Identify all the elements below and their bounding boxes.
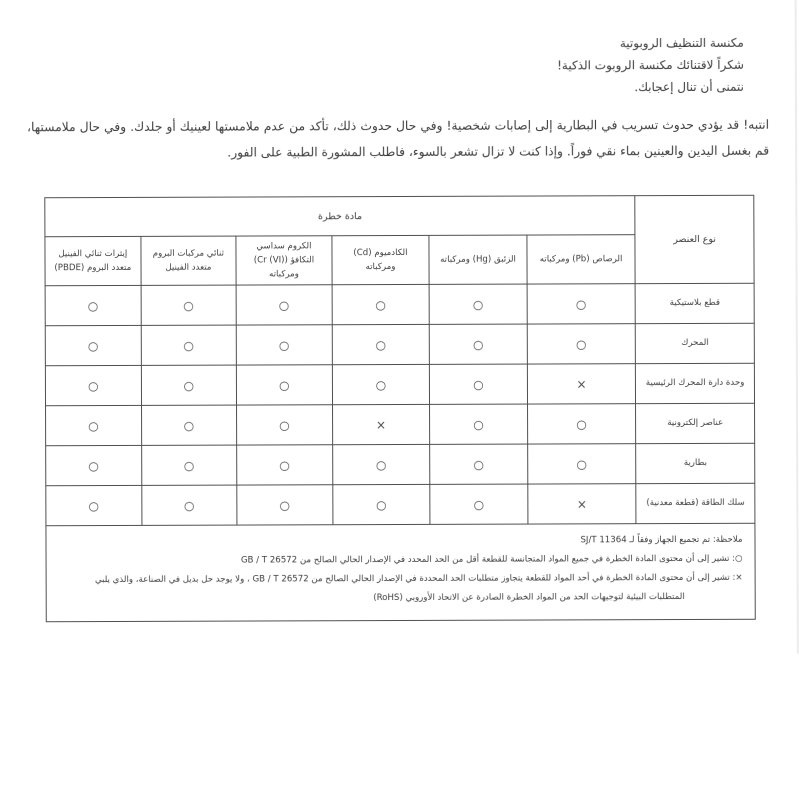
scan-edge-artifact <box>795 0 799 654</box>
mark-cell: ○ <box>141 365 237 405</box>
note-cross-meaning-continued: المتطلبات البيئية لتوجيهات الحد من المواد الخطرة الصادرة عن الاتحاد الأوروبي (RoHS) <box>373 592 685 604</box>
mark-cell: ○ <box>430 484 528 524</box>
note-circle-meaning: ○: تشير إلى أن محتوى المادة الخطرة في جميع المواد المتجانسة للقطعة أقل من الحد المحدد في الإصدار الحالي الصالح من GB / T 26572 <box>240 553 743 566</box>
mark-cell: ○ <box>527 324 636 364</box>
battery-warning-block <box>27 112 769 167</box>
mark-cell: ○ <box>237 485 333 525</box>
column-header-hexavalent-chromium: الكروم سداسي التكافؤ (Cr (VI)) ومركباته <box>236 236 332 285</box>
mark-cell: ○ <box>46 485 142 525</box>
table-notes-row <box>46 523 755 621</box>
table-row-battery <box>46 443 755 485</box>
mark-cell: ○ <box>46 445 142 485</box>
mark-cell: ○ <box>236 285 332 325</box>
mark-cell: ○ <box>332 324 430 364</box>
mark-cell: ○ <box>332 284 430 324</box>
mark-cell: ○ <box>430 444 528 484</box>
component-label: قطع بلاستيكية <box>635 283 754 323</box>
mark-cell: ○ <box>527 444 636 484</box>
note-assembly-standard: ملاحظة: تم تجميع الجهاز وفقاً لـ SJ/T 11364 <box>580 534 743 546</box>
thanks-line: شكراً لاقتنائك مكنسة الروبوت الذكية! <box>557 57 744 73</box>
component-label: وحدة دارة المحرك الرئيسية <box>636 363 755 403</box>
component-type-header: نوع العنصر <box>635 195 754 283</box>
mark-cell: ○ <box>46 405 142 445</box>
notes-cell <box>46 523 755 621</box>
intro-block <box>557 32 744 99</box>
column-header-cadmium: الكادميوم (Cd) ومركباته <box>332 235 430 284</box>
mark-cell: ○ <box>141 445 237 485</box>
mark-cell: ○ <box>430 404 528 444</box>
mark-cell: × <box>528 484 637 524</box>
mark-cell: ○ <box>141 325 237 365</box>
mark-cell: ○ <box>237 445 333 485</box>
mark-cell: ○ <box>45 325 141 365</box>
mark-cell: ○ <box>237 365 333 405</box>
column-header-pbb: ثنائي مركبات البروم متعدد الفينيل <box>141 236 237 285</box>
mark-cell: ○ <box>527 284 636 324</box>
mark-cell: × <box>527 364 636 404</box>
table-row-motor <box>45 323 754 365</box>
mark-cell: × <box>332 404 430 444</box>
mark-cell: ○ <box>332 444 430 484</box>
column-header-pbde: إيثرات ثنائي الفينيل متعدد البروم (PBDE) <box>45 236 141 285</box>
mark-cell: ○ <box>141 485 237 525</box>
hazardous-substances-table <box>44 195 755 622</box>
wish-line: نتمنى أن تنال إعجابك. <box>634 79 744 95</box>
table-header-row-1 <box>45 195 754 236</box>
mark-cell: ○ <box>332 364 430 404</box>
battery-warning-text: انتبه! قد يؤدي حدوث تسريب في البطارية إلى إصابات شخصية! وفي حال حدوث ذلك، تأكد من عدم ملامستها لعينيك أو جلدك. وفي حال ملامستها، قم بغسل اليدين والعينين بماء نقي فوراً. وإذا كنت لا تزال تشعر بالسوء، فاطلب المشورة الطبية على الفور. <box>27 117 770 160</box>
table-row-power-cord <box>46 483 755 525</box>
mark-cell: ○ <box>430 364 528 404</box>
mark-cell: ○ <box>429 284 527 324</box>
column-header-lead: الرصاص (Pb) ومركباته <box>527 235 636 284</box>
mark-cell: ○ <box>429 324 527 364</box>
mark-cell: ○ <box>237 405 333 445</box>
mark-cell: ○ <box>141 285 237 325</box>
component-label: المحرك <box>636 323 755 363</box>
product-title: مكنسة التنظيف الروبوتية <box>619 35 744 51</box>
mark-cell: ○ <box>527 404 636 444</box>
table-row-plastic-parts <box>45 283 754 325</box>
column-header-mercury: الزئبق (Hg) ومركباته <box>429 235 527 284</box>
mark-cell: ○ <box>45 365 141 405</box>
table-row-electronic-components <box>46 403 755 445</box>
table-row-main-motor-circuit-unit <box>45 363 754 405</box>
component-label: بطارية <box>636 443 755 483</box>
hazardous-substance-header: مادة خطرة <box>45 196 635 237</box>
note-cross-meaning: ×: تشير إلى أن محتوى المادة الخطرة في أحد المواد للقطعة يتجاوز متطلبات الحد المحددة في الإصدار الحالي الصالح من GB / T 26572 ، ولا يوجد حل بديل في الصناعة، والذي يلبي <box>94 572 743 586</box>
mark-cell: ○ <box>45 285 141 325</box>
mark-cell: ○ <box>141 405 237 445</box>
mark-cell: ○ <box>332 484 430 524</box>
component-label: سلك الطاقة (قطعة معدنية) <box>636 483 755 523</box>
component-label: عناصر إلكترونية <box>636 403 755 443</box>
mark-cell: ○ <box>236 325 332 365</box>
